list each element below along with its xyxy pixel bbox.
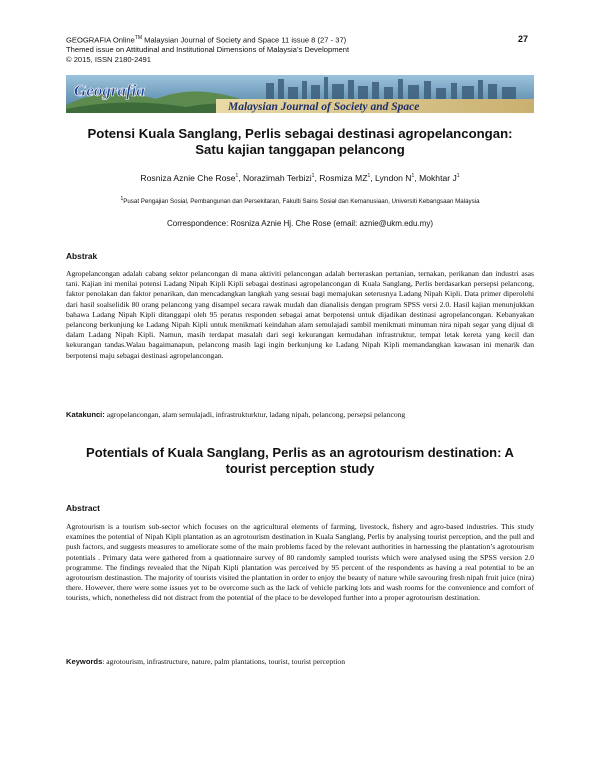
author: Mokhtar $J^1$ <box>419 173 460 183</box>
banner-subtitle-text: Malaysian Journal of Society and Space <box>228 101 420 113</box>
page-number: 27 <box>517 34 528 44</box>
banner-logo-text: Geografia <box>74 81 145 100</box>
author-list: Rosniza Aznie Che Rose$^1$, Norazimah Terbizi$^1$, Rosmiza $MZ^1$, Lyndon $N^1$, Mokhtar $J^1$ <box>140 173 460 183</box>
author: Rosniza Aznie Che Rose$^1$ <box>140 173 239 183</box>
malay-title: Potensi Kuala Sanglang, Perlis sebagai destinasi agropelancongan: Satu kajian tanggapan pelancong <box>87 126 513 157</box>
english-title: Potentials of Kuala Sanglang, Perlis as an agrotourism destination: A tourist perception study <box>86 445 514 476</box>
running-header <box>66 34 349 64</box>
affiliation: $^1$Pusat Pengajian Sosial, Pembangunan dan Persekitaran, Fakulti Sains Sosial dan Kemanusiaan, Universiti Kebangsaan Malaysia <box>120 196 480 206</box>
katakunci: Katakunci: agropelancongan, alam semulajadi, infrastrukturktur, ladang nipah, pelancong, persepsi pelancong <box>66 410 406 419</box>
themed-issue-line: Themed issue on Attitudinal and Institutional Dimensions of Malaysia’s Development <box>66 45 350 55</box>
copyright-line: © 2015, ISSN 2180-2491 <box>66 54 151 64</box>
journal-banner <box>66 75 534 113</box>
abstrak-text: Agropelancongan adalah cabang sektor pelancongan di mana aktiviti pelancongan adalah berteraskan pertanian, ternakan, perikanan dan industri asas tani. Kajian ini menilai potensi Ladang Nipah Kipli Kipli sebagai destinasi agropelancongan di Kuala Sanglang, Perlis berdasarkan persepsi pelancong, faktor penolakan dan faktor penarikan, dan mencadangkan langkah yang sesuai bagi memajukan seterusnya Ladang Nipah Kipli. Data primer diperolehi dari hasil soalselidik 80 orang pelancong yang disampel secara rawak mudah dan dianalisis dengan program SPSS versi 2.0. Hasil kajian menunjukkan bahawa Ladang Nipah Kipli ditanggapi oleh 95 peratus responden sebagai amat berpotensi untuk dijadikan destinasi agropelancongan. Kebanyakan pelancong berkunjung ke Ladang Nipah Kipli untuk menikmati keindahan alam semulajadi sambil menikmati minuman nira nipah segar yang dijual di dalam Ladang Nipah Kipli. Namun, masih terdapat masalah dari segi kekurangan kemudahan infrastruktur, tempat letak kereta yang kecil dan kekurangan tandas.Walau bagaimanapun, pelancong masih lagi ingin berkunjung ke Ladang Nipah Kipli memandangkan kawasan ini menarik dan berpotensi maju sebagai destinasi agropelancongan. <box>66 269 534 360</box>
abstract-text: Agrotourism is a tourism sub-sector which focuses on the agricultural elements of farming, livestock, fishery and agro-based industries. This study examines the potential of Nipah Kipli plantation as an agrotourism destination in Kuala Sanglang, Perlis by analysing tourist perception, and the pull and push factors, and suggests measures to ameliorate some of the main problems faced by the relevant authorities in harnessing the plantation’s agrotourism potentials . Primary data were gathered from a quationnaire survey of 80 randomly sampled tourists which were analysed using the SPSS version 2.0 programme. The findings revealed that the Nipah Kipli plantation was perceived by 95 percent of the respondents as having a real potential to be an agrotourism destinastion. The majority of tourists visited the plantation in order to enjoy the beauty of nature while savouring fresh nipah fruit juice (nira) there. However, there were some issues yet to be overcome such as the lack of vehicle parking lots and wash rooms for the convenience and comfort of tourists, which, nonetheless did not distract from the potential of the place to be developed further into a proper agrotourism destination. <box>66 522 534 603</box>
abstrak-heading: Abstrak <box>66 251 98 261</box>
abstract-heading: Abstract <box>66 503 100 513</box>
keywords-label: Keywords <box>66 657 103 666</box>
author: Norazimah Terbizi$^1$ <box>243 173 315 183</box>
katakunci-label: Katakunci: <box>66 410 105 419</box>
banner-image <box>66 75 534 113</box>
author: Lyndon $N^1$ <box>375 173 415 183</box>
journal-line: GEOGRAFIA Online™ Malaysian Journal of Society and Space 11 issue 8 (27 - 37) <box>66 35 347 45</box>
author: Rosmiza $MZ^1$ <box>319 173 371 183</box>
keywords: Keywords: agrotourism, infrastructure, nature, palm plantations, tourist, tourist perception <box>66 657 346 666</box>
correspondence: Correspondence: Rosniza Aznie Hj. Che Rose (email: aznie@ukm.edu.my) <box>166 219 433 228</box>
